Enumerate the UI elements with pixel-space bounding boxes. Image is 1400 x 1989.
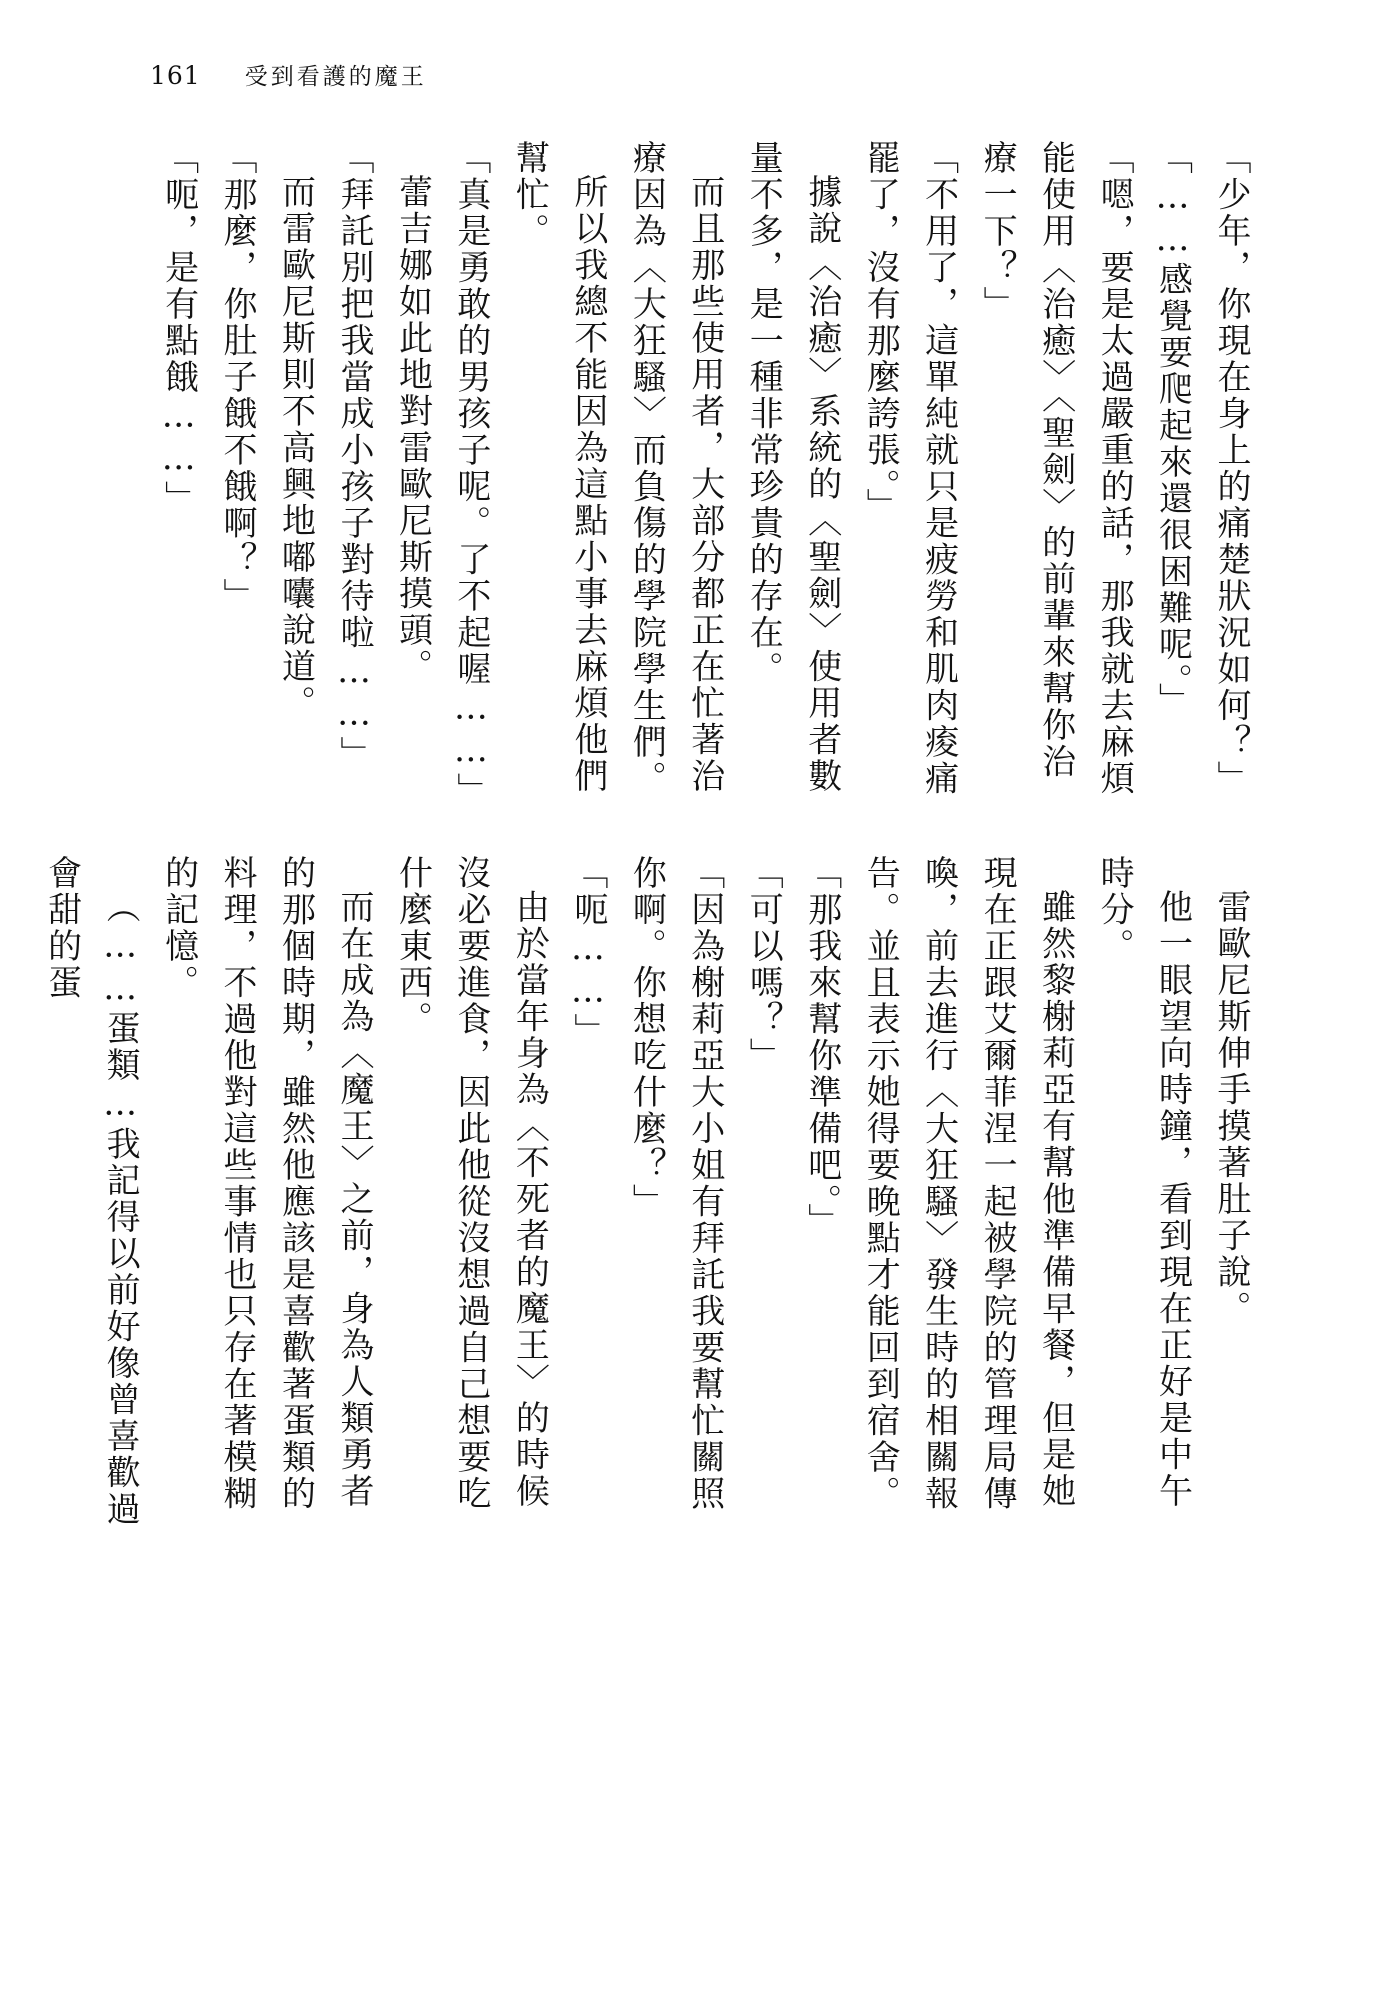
paragraph: 「少年，你現在身上的痛楚狀況如何？」: [1211, 140, 1251, 797]
paragraph: 據說〈治癒〉系統的〈聖劍〉使用者數量不多，是一種非常珍貴的存在。: [743, 140, 842, 795]
paragraph: 「那麼，你肚子餓不餓啊？」: [217, 140, 258, 615]
paragraph: 「呃……」: [567, 855, 608, 1050]
paragraph: 由於當年身為〈不死者的魔王〉的時候沒必要進食，因此他從沒想過自己想要吃什麼東西。: [392, 855, 550, 1512]
paragraph: 而且那些使用者，大部分都正在忙著治療因為〈大狂騷〉而負傷的學院學生們。: [626, 140, 725, 797]
paragraph: 「可以嗎？」: [743, 855, 784, 1074]
paragraph: 「拜託別把我當成小孩子對待啦……」: [333, 140, 374, 773]
paragraph: 「那我來幫你準備吧。」: [801, 855, 842, 1240]
paragraph: 「因為榭莉亞大小姐有拜託我要幫忙關照你啊。你想吃什麼？」: [626, 855, 725, 1512]
paragraph: 蕾吉娜如此地對雷歐尼斯摸頭。: [392, 174, 433, 685]
chapter-title: 受到看護的魔王: [244, 64, 427, 90]
paragraph: 「呃，是有點餓……」: [158, 140, 199, 517]
paragraph: 他一眼望向時鐘，看到現在正好是中午時分。: [1094, 855, 1193, 1510]
paragraph: 雖然黎榭莉亞有幫他準備早餐，但是她現在正跟艾爾菲涅一起被學院的管理局傳喚，前去進行〈大狂騷〉發生時的相關報告。並且表示她得要晚點才能回到宿舍。: [860, 855, 1076, 1512]
paragraph: 「……感覺要爬起來還很困難呢。」: [1152, 140, 1193, 719]
paragraph: 而在成為〈魔王〉之前，身為人類勇者的那個時期，雖然他應該是喜歡著蛋類的料理，不過他對這些事情也只存在著模糊的記憶。: [158, 855, 374, 1512]
paragraph: 雷歐尼斯伸手摸著肚子說。: [1211, 889, 1251, 1327]
paragraph: 「嗯，要是太過嚴重的話，那我就去麻煩能使用〈治癒〉〈聖劍〉的前輩來幫你治療一下？」: [977, 140, 1135, 797]
paragraph: 而雷歐尼斯則不高興地嘟囔說道。: [275, 174, 316, 722]
text-block-upper: [130, 140, 1260, 809]
paragraph: （……蛋類…我記得以前好像曾喜歡過會甜的蛋: [41, 855, 141, 1528]
page-number: 161: [150, 61, 201, 90]
running-header: [150, 58, 427, 91]
paragraph: 「不用了，這單純就只是疲勞和肌肉痠痛罷了，沒有那麼誇張。」: [860, 140, 959, 797]
paragraph: 「真是勇敢的男孩子呢。了不起喔……」: [450, 140, 491, 809]
paragraph: 所以我總不能因為這點小事去麻煩他們幫忙。: [509, 140, 608, 795]
text-block-lower: [41, 855, 1260, 1535]
